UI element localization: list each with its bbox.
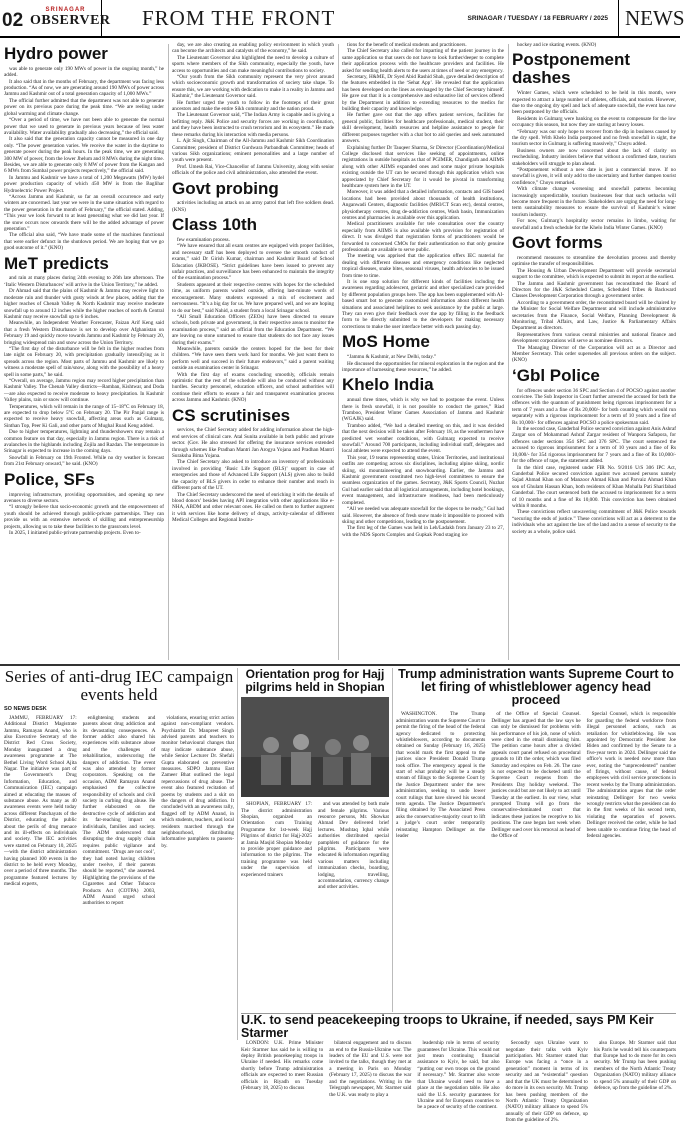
paragraph: He discussed the opportunities for mineral exploration in the region and the importance of harnessing these resources,” he added. — [342, 360, 504, 373]
paragraph: activities including an attack on an army patrol that left five soldiers dead. (KNS) — [172, 200, 334, 213]
paragraph: Residents in Gulmarg were banking on the event to compensate for the low occupancy this season, but now they are staring at heavy losses. — [512, 115, 676, 129]
paragraph: He further urged the youth to follow in the footsteps of their great ancestors and make the entire Sikh community and the nation proud. — [172, 99, 334, 113]
article-columns — [241, 801, 389, 891]
article-body-khelo — [342, 397, 504, 538]
headline-police-sfs: Police, SFs — [4, 469, 95, 489]
headline-cs-scrutinises: CS scrutinises — [172, 405, 291, 425]
article-body-hydro — [4, 66, 164, 252]
paragraph: “We have ensured that all exam centres are equipped with proper facilities, and necessary staff has been deployed to oversee the smooth conduct of exams,” said Dr Girish Kumar, chairman and Kashmir Board of School Education (JKBOSE). “Strict guidelines have been issued to prevent any unfair practices, and surveillance has been enhanced to maintain the integrity of the examination process.” — [172, 243, 334, 282]
article-body-cs-continued — [342, 42, 504, 330]
headline-khelo-india: Khelo India — [342, 375, 434, 395]
paragraph: For now, Gulmarg’s hospitality sector remains in limbo, waiting for snowfall and a fresh schedule for the Khelo India Winter Games. (KNO) — [512, 218, 676, 231]
paragraph: In Jammu and Kashmir we have a total of 1,200 Megawatts (MW) hydel power production capacity of which 450 MW is from the Baglihar Hydroelectric Power Project. — [4, 174, 164, 194]
article-hajj — [241, 668, 389, 1016]
paragraph: This year, 19 teams representing states, Union Territories, and institutional outfits are competing across six disciplines, including alpine skiing, nordic skiing, ski mountaineering and snowboarding. Earlier, the Jammu and Kashmir government constituted two high-level committees to ensure the seamless organization of the games. Secretary, J&K Sports Council, Nuzhat Gul had earlier said that all logistical arrangements, including hotel bookings, event management, and infrastructure readiness, had been meticulously completed. — [342, 454, 504, 506]
paragraph: Secretary, H&ME, Dr Syed Abid Rashid Shah, gave detailed description of the features embedded in the ‘Sehat App’. He revealed that the application has been developed on the lines as envisaged by the Chief Secretary himself. He gave out that it is a comprehensive and exhaustive list of services offered by the Department in addition to extending resources to the medics for building their capacity and knowledge. — [342, 74, 504, 113]
paragraph: The meeting was apprised that the application offers IEC material for dealing with different diseases and emergency conditions like neglected tropical diseases, snake bites, seasonal viruses, health advisories to be issued from time to time. — [342, 253, 504, 279]
column-2 — [172, 42, 334, 662]
paragraph: It is one stop solution for different kinds of facilities including the awareness regarding adolescent, geriatric and other specialized care provided by different population groups here. The app has been supplemented with AI-based smart bot to generate customized information about different health situations and associated helplines to seek assistance by the public at large. They can even give their feedback over the app by filling in the feedback form to be directly submitted to the developers for making necessary corrections to make the user interface better with each passing day. — [342, 279, 504, 330]
column-4 — [512, 42, 676, 662]
paragraph: Due to higher temperatures, lightning and thundershowers may remain a common feature on that day, especially in Jammu region. There is a risk of avalanches in the highlands including Zojila and Razdan. The temperature in Srinagar is expected to increase in the coming days. — [4, 429, 164, 455]
article-column-text: leadership role in terms of security guarantees for Ukraine. This would not just mean continuing financial assistance to Kyiv, he said, but also “putting our own troops on the ground if necessary.” Mr. Starmer also wrote that Ukraine would need to have a place at the negotiation table. He also said the U.S. security guarantees for Ukraine and for European countries to be a peace of security of the continent. — [417, 1040, 500, 1111]
paragraph: Medical practitioners available for tele consultation over the country especially from AIIMS is also available with provision for registration of direct. It was divulged that registration forms of practitioners would be forwarded to concerned CMOs for their authentication so that only genuine professionals are available to serve public. — [342, 221, 504, 253]
paragraph: It also said that the generation capacity cannot be measured in one day only. “The power generation varies. We receive the water in the daytime to generate power during the peak hours. In the peak time, we are generating 300 MW of power, from the lower Jhelum and 8 MWs during the night time. Besides, we are able to generate only 8 MW of power from the Kangan and 6 MWs from Sumbal power projects respectively,” the official said. — [4, 136, 164, 175]
paragraph: Business owners are now concerned about the lack of clarity on rescheduling. Industry insiders believe that without a confirmed date, tourism stakeholders will struggle to plan ahead. — [512, 147, 676, 167]
article-body-khelo-continued — [512, 42, 676, 48]
column-divider — [338, 44, 339, 660]
paragraph: In the third case, registered under FIR No. 9/2016 U/S 306 IPC Act, Ganderbal Police secured conviction against two accused persons namely Sajad Ahmad Khan son of Manzoor Ahmad Khan and Parvaiz Ahmad Khan son of Ghulam Hassan Khan, both residents of Khan Mohalla Pati Sharifabad Ganderbal. The court sentenced both the accused to imprisonment for a term of 10 months and a fine of Rs 10,000. This conviction has been obtained within 8 months. — [512, 464, 676, 509]
paragraph: “Overall, on average, Jammu region may record higher precipitation than Kashmir Valley. The Chenab Valley districts—Ramban, Kishtwar, and Doda—are also expected to receive moderate to heavy precipitation. In Kashmir Valley plains, rain or snow will continue. — [4, 377, 164, 404]
paragraph: The official further admitted that the department was not able to generate power on its previous pace during the peak time. “We are reeling under global warming and climate change. — [4, 97, 164, 117]
paragraph: “I strongly believe that socio-economic growth and the empowerment of youth should be achieved through public-private partnerships. They can provide us with an extensive network of skilling and entrepreneurship projects, allowing us to take these facilities to the grassroots level. — [4, 504, 164, 530]
logo-small-text: SRINAGAR — [45, 7, 86, 13]
article-trump — [396, 668, 676, 1012]
paragraph: The Lieutenant Governor said, “The Indian Army is capable and is giving a befitting reply. J&K Police and security forces are working in coordination, and they have been instructed to crush terrorism and its ecosystem.” He made these remarks during his interaction with media persons. — [172, 112, 334, 138]
section-divider — [0, 664, 680, 666]
byline: SO NEWS DESK — [4, 705, 47, 712]
masthead — [0, 0, 685, 36]
paragraph: Winter Games, which were scheduled to be held in this month, were expected to attract a large number of athletes, officials, and tourists. However, due to the ongoing dry spell and lack of adequate snowfall, the event has now been postponed by the officials. — [512, 90, 676, 116]
paragraph: few examination process. — [177, 237, 230, 244]
article-column-text: and was attended by both male and female pilgrims. Various resource persons, Mr. Showkat Ahmad Dev delivered brief lectures. Mushtaq Iqbal while authorities distributed special pamphlets of guidance for the pilgrims. Participants were educated & information regarding various matters including immunization checks, boarding, lodging, travelling, accommodation, currency change and other activities. — [318, 801, 389, 891]
article-column-text: SHOPIAN, FEBRUARY 17: The district administration Shopian, organized an Orientation cum Training Programme for 1st-week Hajj Pilgrims of district for Hajj-2025 at Jamia Masjid Shopian Monday to provide proper guidance and information to the pilgrims. The training programme was held under the supervision of experienced trainers — [241, 801, 312, 878]
page-number: 02 — [2, 10, 24, 31]
article-columns — [4, 715, 234, 907]
article-body-govt-forms — [512, 255, 676, 364]
paragraph: annual three times, which is why we had to postpone the event. Unless there is fresh snowfall, it is not possible to conduct the games,” Riad Tramboo, President Winter Games Association of Jammu and Kashmir (WGAJK) said. — [342, 397, 504, 423]
section-title: FROM THE FRONT — [142, 5, 336, 30]
article-body-gbl-police — [512, 388, 676, 535]
paragraph: The Managing Director of the Corporation will act as a Director and Member Secretary. This order supersedes all previous orders on the subject. (KNO) — [512, 344, 676, 364]
article-body-postponement — [512, 90, 676, 231]
logo-big-text: OBSERVER — [30, 13, 111, 28]
headline-postponement-dashes: Postponement dashes — [512, 50, 631, 88]
article-body-met — [4, 275, 164, 467]
column-3 — [342, 42, 504, 662]
column-divider — [508, 44, 509, 660]
paragraph: The Chief Secretary also called for imparting of the patient journey in the same application so that users do not have to look further/deeper to complete their application process with the healthcare providers and facilities. He asked for sending health alerts to the users at times of need or any emergency. — [342, 48, 504, 74]
paragraph: improving infrastructure, providing opportunities, and opening up new avenues to diverse sectors. — [4, 491, 164, 504]
paragraph: With climate change worsening and snowfall patterns becoming increasingly unpredictable, tourism businesses fear that such setbacks will become more frequent in the future. Stakeholders are urging the need for long-term sustainability measures to ensure the survival of Kashmir’s winter tourism industry. — [512, 186, 676, 218]
paragraph: The Housing & Urban Development Department will provide secretarial support to the committee, which is expected to submit its report at the earliest. — [512, 267, 676, 281]
paragraph: The Lieutenant Governor also highlighted the need to develop a culture of sports where members of the Sikh community, especially the youth, have access to opportunities and can make meaningful contributions to society. — [172, 54, 334, 74]
headline-class-10th: Class 10th — [172, 215, 258, 235]
headline-hajj: Orientation prog for Hajj pilgrims held in Shopian — [245, 667, 385, 694]
paragraph: With the first day of exams concluding smoothly, officials remain optimistic that the rest of the schedule will also be conducted without any hurdles. Security personnel, education officers, and school authorities will continue their efforts to ensure a fair and transparent examination process across Jammu and Kashmir. (KNO) — [172, 371, 334, 404]
paragraph: services, the Chief Secretary added for adding information about the high-end services of clinical care. Atal Sunita available in both public and private sector. (Gov. He also stressed for offering the insurance services extended through schemes like Pradhan Mantri Jan Arogya Yojana and Pradhan Mantri Suraksha Bima Yojana. — [172, 427, 334, 460]
masthead-rule — [0, 36, 680, 38]
article-column-text: LONDON: U.K. Prime Minister Keir Starmer has said he is willing to deploy British peacekeeping troops in Ukraine if needed. His remarks come shortly before Trump administration officials are expected to meet Russian officials in Riyadh on Tuesday (February 18, 2025) to discuss — [241, 1040, 324, 1092]
paragraph: These convictions reflect unwavering commitment of J&K Police towards “securing the ends of justice.” These convictions will act as a deterrent to the individuals who act against the law of the land and to a sense of security to the society as a whole, police said. — [512, 509, 676, 535]
paragraph: recommend measures to streamline the devolution process and thereby optimise the transfer of responsibilities. — [512, 254, 676, 268]
paragraph: “Postponement without a new date is just a commercial move. If no snowfall is given, it will only add to the uncertainty and further dampen tourist confidence,” Choyu remarked. — [512, 166, 676, 186]
dateline: SRINAGAR / TUESDAY / 18 FEBRUARY / 2025 — [467, 14, 608, 22]
article-columns — [396, 711, 676, 839]
paragraph: hockey and ice skating events. (KNO) — [517, 42, 597, 48]
paragraph: L. Ajit Singh, Chairman of the All-Jammu and Kashmir Sikh Coordination Committee; president of District Gurdwara Parbandhak Committee; heads of various Sikh organizations; eminent personalities and a large number of youth were present. — [172, 138, 334, 164]
headline-mos-home: MoS Home — [342, 332, 430, 352]
paragraph: According to a government order, the reconstituted board will be chaired by the Minister for Social Welfare Department and will include administrative secretaries from the Finance, Social Welfare, Planning Development & Monitoring, Tribal Affairs, and Law, Justice & Parliamentary Affairs Department as directors. — [512, 299, 676, 332]
headline-govt-probing: Govt probing — [172, 178, 279, 198]
column-divider — [392, 668, 393, 1012]
paragraph: In 2025, I initiated public-private partnership projects. Even to- — [9, 529, 141, 536]
headline-uk: U.K. to send peacekeeping troops to Ukraine, if needed, says PM Keir Starmer — [241, 1013, 654, 1041]
paragraph: for offences under section 36 SPC and Section 4 of POCSO against another convictee. The Sub Inspector in Court further arrested the accused for both the offences with the quantum of punishment being rigorous imprisonment for a term of 7 years and a fine of Rs 20,000/- for both counting which would run separately with a rigorous imprisonment for a term of 10 years and a fine of Rs 10,000/- for offences against POCSO a police spokesman said. — [512, 387, 676, 426]
article-body-cs — [172, 427, 334, 523]
paragraph: The Chief Secretary underscored the need of enriching it with the details of blood donors’ besides having API integration with other applications like e-NHA, ABDM and other relevant ones. He called on them to further augment it with services like home delivery of drugs, activity-calendar of different Medical Colleges and Regional Institu- — [172, 491, 334, 524]
headline-hydro-power: Hydro power — [4, 44, 108, 63]
paragraph: was able to generate only 190 MWs of power in the ongoing month,” he added. — [4, 65, 164, 79]
article-column-text: of the Office of Special Counsel. Dellinger has argued that the law says he can only be dismissed for problems with his performance of his job, none of which were cited in the email dismissing him. The petition came hours after a divided appeals court panel refused on procedural grounds to lift the order, which was filed Saturday and expires on Feb. 26. The case is not expected to be docketed until the Supreme Court reopens from the Presidents Day holiday weekend. The justices could but are not likely to act until Tuesday at the earliest. In our view, what prompted Trump will go from the conservative-dominated court that indicates these justices be receptive to his positions. The case began last week when Dellinger sued over his removal as head of the Office of — [491, 711, 581, 840]
article-body-lg-continued — [172, 42, 334, 177]
paragraph: “Over a period of time, we have not been able to generate the normal power that we used to generate in previous years because of less water availability. Water availability gradually also decreasing,” the official said. — [4, 117, 164, 136]
column-divider — [168, 44, 169, 660]
headline-gbl-police: ‘Gbl Police — [512, 365, 600, 385]
paragraph: He further gave out that the app offers patient services, facilities for general public, facilities for healthcare professionals, medical student, their skill development, health resources and helpline assistance to people for different purposes together with a chat bot to aid queries and seek automated answers. — [342, 112, 504, 145]
article-body-police — [4, 492, 164, 537]
paragraph: Snowfall in February on 19th Fronted. While no dry weather is forecast from 21st February onward,” he said. (KNO) — [4, 454, 164, 468]
section-label-news: NEWS — [618, 0, 680, 36]
hajj-photo — [241, 697, 389, 797]
paragraph: The first leg of the Games was held in Leh/Ladakh from January 23 to 27, with the NDS Sports Complex and Gupkak Pond staging ice — [342, 525, 504, 538]
paragraph: tions for the benefit of medical students and practitioners. — [347, 42, 467, 48]
paragraph: Prof. Umesh Rai, Vice-Chancellor of Jammu University, along with senior officials of the police and civil administration, also attended the event. — [172, 163, 334, 177]
article-body-mos — [342, 354, 504, 373]
paragraph: and rain at many places during 24th evening to 26th late afternoon. The ‘Italic Western Disturbances’ will arrive in the Union Territory,” he added. — [4, 275, 164, 288]
article-column-text: violations, ensuring strict action against non-compliant vendors. Psychiatrist Dr. Manpreet Singh advised parents and teachers to monitor behavioural changes that may indicate substance abuse, while Senior Lecturer Dr. Shefali Gupta elaborated on preventive measures. SDPO Jammu East Zameer Bhat outlined the legal repercussions of drug abuse. The event also featured recitation of poems by students and a skit on the dangers of drug addiction. It concluded with an awareness rally, flagged off by ADM Anand, in which students, teachers, and local residents marched through the neighbourhood, distributing informative pamphlets to passers-by. — [161, 714, 235, 849]
paragraph: day, we are also creating an enabling policy environment in which youth can become the architects and catalysts of the economy,” he said. — [172, 42, 334, 55]
paragraph: The Jammu and Kashmir government has reconstituted the Board of Directors for the J&K Scheduled Castes, Scheduled Tribes & Backward Classes Development Corporation through a government order. — [512, 280, 676, 300]
article-body-govt-probing — [172, 200, 334, 213]
paragraph: “Across Jammu and Kashmir, so far an overall occurrence and early winters are concerned. last year we were in the same situation with regard to the power generation in the month of February,” the official stated. Adding, “This year we look forward to at least generating what we did last year. If the snow occurs now onwards there will be the added advantage of power generation.” — [4, 193, 164, 232]
paragraph: Meanwhile, parents outside the centers hoped for the best for their children. “We have seen them work hard for months. We just want them to perform well and succeed in their future endeavors,” said a parent waiting outside an examination center in Srinagar. — [172, 345, 334, 372]
photo-placeholder-icon — [241, 697, 389, 797]
article-column-text: bilateral engagement and to discuss an end to the Russia-Ukraine war. The leaders of the EU and U.S. were not invited to the talks, though they met at a meeting in Paris on Monday (February 17, 2025) to discuss the war and the negotiations. Writing in the Telegraph newspaper, Mr. Starmer said the U.K. was ready to play a — [329, 1040, 412, 1098]
paragraph: “February was our only hope to recover from the dip in business caused by the dry spell. With Khelo India postponed and no fresh snowfall in sight, the tourism sector in Gulmarg is suffering massively,” Choyu added. — [512, 128, 676, 148]
paragraph: Dr Ahmad said that the plains of Kashmir & Jammu may receive light to moderate rain and thunder with gusty winds at few places, adding that the higher reaches of Chenab Valley & North Kashmir may receive moderate snowfall up to around 12 inches while the higher reaches of north & Central Kashmir may receive snowfall up to 6 inches. — [4, 288, 164, 320]
paragraph: Moreover, it was added that a detailed information, contacts and GIS based locations had been provided about thousands of health institutions, Anganwadi Centers, diagnostic facilities (MRI/CT Scan etc), dental centres, physiotherapy centres, drug de-addiction centres, Wash basin, Immunization centres and pharmacies is available over this application. — [342, 189, 504, 221]
paragraph: Representatives from various central ministries and national finance and development corporations will serve as nominee directors. — [512, 331, 676, 345]
article-anti-drug — [4, 668, 234, 1040]
paragraph: Temperatures, which will remain in the range of 15–18°C on February 18, are expected to drop below 5°C on February 20. The Pir Panjal range is expected to receive heavy snowfall, affecting areas such as Gulmarg, Sinthan Top, Peer Ki Gali, and other parts of Mughal Road Keng added. — [4, 403, 164, 429]
column-1 — [4, 42, 164, 662]
article-columns — [241, 1040, 676, 1123]
article-column-text: also Europe. Mr Starmer said that his Paris he would tell his counterparts that Europe had to do more for its own security. Mr Trump has been pushing members of the North Atlantic Treaty Organization (NATO) military alliance to spend 5% annually of their GDP on defence, up from the guideline of 2%. — [593, 1040, 677, 1092]
paragraph: “The first day of the disturbance will be felt in the higher reaches from late night on February 20, with precipitation gradually intensifying as it spreads across the region. Most parts of Jammu and Kashmir are likely to witness a moderate spell of rain/snow, along with the possibility of a heavy spell in some parts,” he said. — [4, 345, 164, 378]
paragraph: Tramboo added, “We had a detailed meeting on this, and it was decided that the next decision will be taken after February 18, as the weathermen have predicted wet weather conditions, with Gulmarg expected to receive snowfall.” Around 700 participants, including individual staff, delegates and local athletes were expected to attend the event. — [342, 422, 504, 455]
paragraph: In the second case, Ganderbal Police secured conviction against Anis Ashraf Zargar son of Mohammad Ashraf Zargar resident of Wanpora Safapora, for offences under sections 354 SPC and 376 SPC. The court sentenced the accused to rigorous imprisonment for a term of 10 years and a fine of Rs 10,000/- for 354 rigorous imprisonment for 7 years and a fine of Rs 10,000/- for the offence of rape, the statement added. — [512, 426, 676, 465]
paragraph: “Our youth from the Sikh community represent the very pivot around which socioeconomic growth and transformation of society take shape. To ensure this, we are working with dedication to make it a reality in Jammu and Kashmir,” the Lieutenant Governor said. — [172, 74, 334, 100]
paragraph: It also said that in the months of February, the department was facing less production. “As of now, we are generating around 190 MWs of power across Jammu and Kashmir out of a total generation capacity of 1,000 MWs.” — [4, 78, 164, 98]
article-column-text: enlightening students and parents about drug addiction and its devastating consequences. A former addict also shared his experiences with substance abuse and the challenges of rehabilitation, underscoring the dangers of addiction. The event was also attended by former corporators. Speaking on the occasion, ADM Ramayan Anand emphasised the collective responsibility of schools and civil society in curbing drug abuse. He further elaborated on the destructive cycle of addiction and its far-reaching impact on individuals, families and society. The ADM underscored that disrupting the drug supply chain requires public vigilance and commitment. ‘Drugs are not cool’, they had noted having children under twelve, if their parents should be reported,” she asserted. Highlighting the provisions of the Cigarettes and Other Tobacco Products Act (COTPA) 2003, ADM Anand urged school authorities to report — [82, 714, 156, 907]
paragraph: “All we needed was adequate snowfall for the slopes to be ready,” Gul had said. However, the absence of fresh snow made it impossible to proceed with skiing and other competitions, leading to the postponement. — [342, 506, 504, 525]
article-column-text: JAMMU, FEBRUARY 17: Additional District Magistrate Jammu, Ramayan Anand, who is also Executive Secretary of the District Red Cross Society, Monday inaugurated a drug awareness programme at The Bethel Living Word School Ajita Nagar. The initiative was part of the Government's Drug Information, Education, and Communication (IEC) campaign aimed at educating the masses of substance abuse. As many as 40 awareness events were held today across different Panchayats of the District, educating the public about the perils of drug menace and its ill-effects on individuals and society. The IEC activities were started on February 10, 2025—with the district administration having planned 100 events in the district to be held every Monday, over a period of three months. The programme featured lectures by medical experts, — [4, 714, 77, 888]
paragraph: Explaining further Dr Tauqeer Sharma, Sr Director (Coordination)/Medical College disclosed that services like seeking of appointments, online registrations in outside hospitals as that of PGIMER, Chandigarh and AIIMS along with other AIIMS expanded ones and some major private hospitals existing outside the UT can be secured through this application which was appreciated by Chief Secretary for it would be pivotal in transforming healthcare system here in the UT. — [342, 144, 504, 189]
headline-govt-forms: Govt forms — [512, 233, 603, 253]
article-body-class-10th — [172, 237, 334, 404]
paragraph: “Jammu & Kashmir, at New Delhi, today.” — [347, 354, 437, 361]
article-column-text: Secondly says Ukraine want to negotiate their talks with Kyiv participation. Mr. Starmer stated that Europe was facing a “once in a generation” moment in terms of its security and an “existential” question and that the UK must be determined to do more in its own security. Mr. Trump has been pushing members of the North Atlantic Treaty Organization (NATO) military alliance to spend 5% annually of their GDP on defence, up from the guideline of 2%. — [505, 1040, 588, 1124]
paragraph: Meanwhile, an Independent Weather Forecaster, Faizan Arif Keng said that a fresh Western Disturbance is set to develop over Afghanistan on February 19 and quickly move towards Jammu and Kashmir by February 20, bringing widespread rain and snow across the Union Territory. — [4, 320, 164, 346]
article-uk — [241, 1013, 677, 1124]
paragraph: The official also said, “We have made some of the machines functional that were earlier defunct in the shutdown period. We are hoping that we go good outcome of it.” (KNO) — [4, 232, 164, 252]
article-column-text: Special Counsel, which is responsible for guarding the federal workforce from illegal personnel actions, such as retaliation for whistleblowing. He was appointed by Democratic President Joe Biden and confirmed by the Senate to a five-year term in 2024. Dellinger said the office’s work is needed now more than ever, noting the “unprecedented” number of firings, without cause, of federal employees with civil service protections in recent weeks by the Trump administration. The administration argues that the order reinstating Dellinger for two weeks wrongly restricts what the president can do in the first weeks of his second term, violating the separation of powers. Dellinger received the order, while he had been unable to continue firing the head of federal agencies. — [586, 711, 676, 840]
headline-anti-drug: Series of anti-drug IEC campaign events held — [4, 667, 234, 704]
article-column-text: WASHINGTON. The Trump administration wants the Supreme Court to permit the firing of the head of the federal agency dedicated to protecting whistleblowers, according to documents obtained on Sunday (February 16, 2025) that would mark the first appeal to the justices since President Donald Trump took office. The emergency appeal is the start of what probably will be a steady stream of filings to the Supreme Court by the Justice Department under the new administration, seeking to undo lower court rulings that have slowed his second term agenda. The Justice Department’s filing obtained by The Associated Press asks the conservative-majority court to lift a judge’s court order temporarily reinstating Hampton Dellinger as the leader — [396, 711, 486, 840]
paragraph: “All Small Education Officers (ZEOs) have been directed to ensure schools, both private and government, in their respective areas to monitor the examination process,” said an official from the Education Department. “We are leaving no stone unturned to ensure that students do not face any issues during their exams.” — [172, 313, 334, 346]
headline-trump: Trump administration wants Supreme Court to let firing of whistleblower agency head proceed — [398, 667, 674, 708]
headline-met-predicts: MeT predicts — [4, 253, 109, 273]
column-divider — [237, 668, 238, 1040]
newspaper-logo — [30, 0, 111, 36]
paragraph: Students appeared at their respective centres with hopes for the scheduled time, as uniform parents waited outside, offering last-minute words of encouragement. Many students expressed a mix of excitement and nervousness. “It’s a big day for us. We have prepared well, and we are hoping to do our best,” said Nahid, a student from a local Srinagar school. — [172, 281, 334, 314]
paragraph: The Chief Secretary also asked to introduce an inventory of professionals involved in providing ‘Basic Life Support (BLS)’ support in case of emergencies and those of Advanced Life Support (ALS) given also to build the capacity of BLS givers in order to enhance their number and reach in different parts of the UT. — [172, 459, 334, 492]
